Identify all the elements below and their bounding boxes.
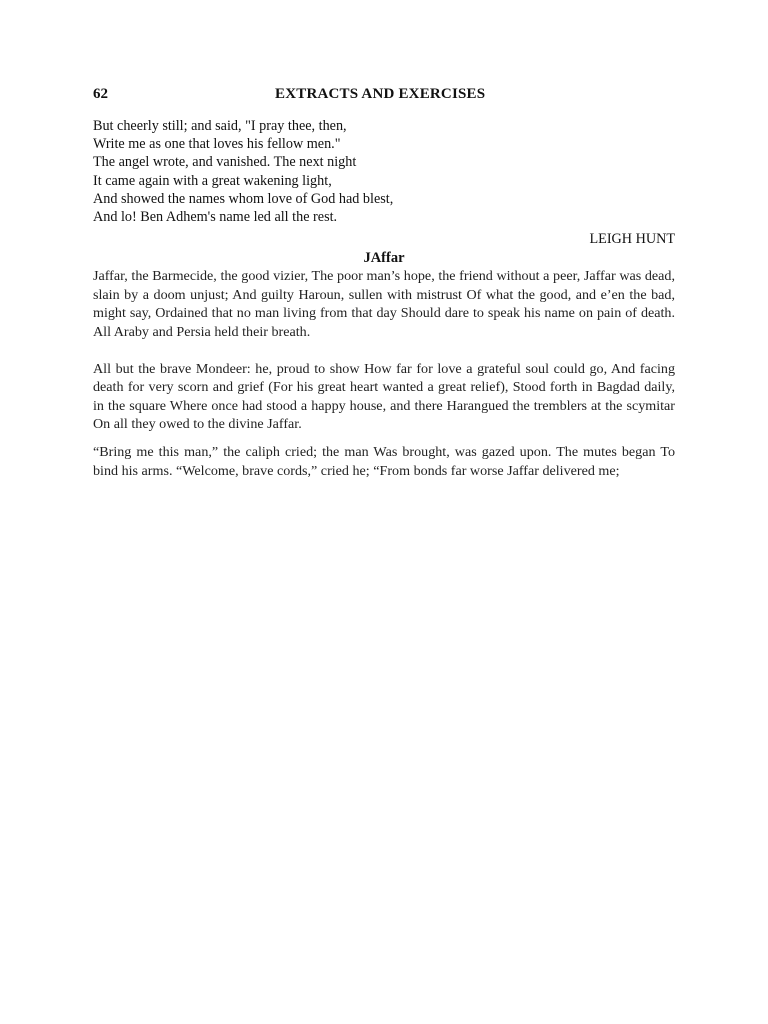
poem-extract: [93, 117, 675, 226]
document-page: [93, 86, 675, 480]
poem-author: LEIGH HUNT: [589, 231, 675, 248]
poem-line: And lo! Ben Adhem's name led all the rest.: [93, 209, 338, 226]
section-title: JAffar: [363, 250, 405, 267]
paragraph: Jaffar, the Barmecide, the good vizier, The poor man’s hope, the friend without a peer, Jaffar was dead, slain by a doom unjust; And guilty Haroun, sullen with mistrust Of what the good, and e’en the bad, might say, Ordained that no man living from that day Should dare to speak his name on pain of death. All Araby and Persia held their breath.: [93, 268, 675, 340]
poem-line: Write me as one that loves his fellow men.": [93, 136, 341, 153]
paragraph: “Bring me this man,” the caliph cried; the man Was brought, was gazed upon. The mutes began To bind his arms. “Welcome, brave cords,” cried he; “From bonds far worse Jaffar delivered me;: [93, 443, 675, 479]
page-number: 62: [93, 86, 108, 102]
poem-line: The angel wrote, and vanished. The next night: [93, 154, 357, 171]
poem-line: It came again with a great wakening light,: [93, 172, 332, 189]
poem-line: But cheerly still; and said, "I pray thee, then,: [93, 118, 347, 134]
running-title: EXTRACTS AND EXERCISES: [275, 86, 486, 102]
poem-line: And showed the names whom love of God had blest,: [93, 190, 394, 207]
paragraph: All but the brave Mondeer: he, proud to show How far for love a grateful soul could go, And facing death for very scorn and grief (For his great heart wanted a great relief), Stood forth in Bagdad daily, in the square Where once had stood a happy house, and there Harangued the tremblers at the scymitar On all they owed to the divine Jaffar.: [93, 360, 675, 433]
running-header: [93, 86, 675, 108]
